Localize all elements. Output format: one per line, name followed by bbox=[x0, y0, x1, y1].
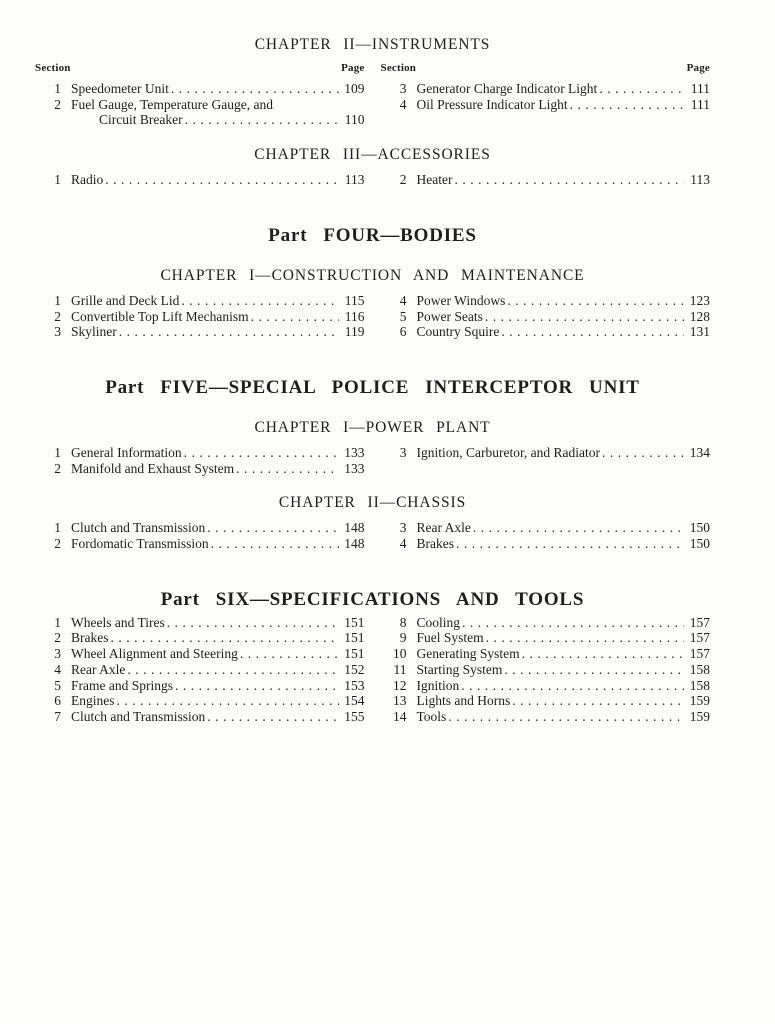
part-heading: Part FIVE—SPECIAL POLICE INTERCEPTOR UNIT bbox=[105, 376, 640, 398]
dot-leader bbox=[485, 309, 684, 325]
dot-leader bbox=[448, 709, 684, 725]
toc-entry bbox=[381, 678, 711, 694]
section-number: 3 bbox=[399, 81, 407, 96]
entry-title: Fuel Gauge, Temperature Gauge, and bbox=[71, 96, 273, 112]
dot-leader bbox=[185, 112, 339, 128]
section-number: 2 bbox=[54, 96, 61, 112]
section-number: 1 bbox=[54, 172, 61, 188]
chapter-heading: CHAPTER II—CHASSIS bbox=[278, 494, 467, 512]
section-number: 8 bbox=[399, 614, 407, 630]
toc-entry bbox=[381, 630, 711, 646]
dot-leader bbox=[251, 309, 339, 325]
section-number: 9 bbox=[399, 630, 407, 646]
column-headers bbox=[35, 62, 710, 74]
page-number: 151 bbox=[344, 614, 365, 630]
toc-entry bbox=[35, 630, 365, 646]
entry-title: Rear Axle bbox=[71, 661, 126, 677]
toc-entry-line bbox=[35, 309, 365, 325]
toc-entry-line bbox=[381, 693, 711, 709]
page-number: 111 bbox=[690, 81, 710, 96]
entry-title: Radio bbox=[71, 172, 104, 188]
page-number: 110 bbox=[344, 112, 365, 128]
entry-title: Skyliner bbox=[71, 324, 117, 340]
page-number: 133 bbox=[344, 460, 365, 476]
page-number: 153 bbox=[344, 677, 365, 693]
page-number: 131 bbox=[689, 324, 710, 340]
entry-title: Generator Charge Indicator Light bbox=[416, 81, 598, 96]
dot-leader bbox=[117, 693, 339, 709]
chapter-heading: CHAPTER I—CONSTRUCTION AND MAINTENANCE bbox=[160, 266, 585, 284]
section-number: 3 bbox=[54, 646, 61, 662]
dot-leader bbox=[207, 520, 338, 536]
toc-column-right bbox=[381, 520, 711, 551]
section-number: 1 bbox=[54, 444, 61, 460]
entry-title: Clutch and Transmission bbox=[71, 708, 206, 724]
section-number: 3 bbox=[399, 520, 407, 536]
dot-leader bbox=[602, 445, 684, 461]
section-number: 14 bbox=[393, 708, 407, 724]
dot-leader bbox=[111, 630, 339, 646]
page-number: 158 bbox=[689, 661, 710, 677]
part-heading: Part SIX—SPECIFICATIONS AND TOOLS bbox=[160, 588, 585, 610]
toc-entry-line bbox=[35, 662, 365, 678]
entry-title: Lights and Horns bbox=[416, 693, 511, 709]
dot-leader bbox=[181, 293, 338, 309]
dot-leader bbox=[236, 461, 338, 477]
toc-entry-line bbox=[35, 709, 365, 725]
entry-title: Fordomatic Transmission bbox=[71, 536, 209, 552]
dot-leader bbox=[456, 536, 684, 552]
chapter-heading: CHAPTER III—ACCESSORIES bbox=[254, 146, 491, 164]
toc-column-left bbox=[35, 293, 365, 340]
entry-title: Ignition, Carburetor, and Radiator bbox=[416, 444, 601, 460]
toc-column-right bbox=[381, 445, 711, 476]
entry-title: Clutch and Transmission bbox=[71, 520, 206, 536]
page-number: 150 bbox=[689, 520, 710, 536]
toc-entry-line bbox=[35, 630, 365, 646]
dot-leader bbox=[461, 678, 684, 694]
page-number: 111 bbox=[690, 96, 710, 112]
page-number: 123 bbox=[689, 292, 710, 308]
dot-leader bbox=[599, 81, 684, 97]
toc-entry bbox=[381, 309, 711, 325]
section-number: 2 bbox=[399, 172, 407, 188]
toc-columns bbox=[35, 445, 710, 476]
toc-entry bbox=[35, 461, 365, 477]
toc-column-right bbox=[381, 81, 711, 128]
section-number: 7 bbox=[54, 708, 61, 724]
page-number: 159 bbox=[689, 693, 710, 709]
toc-entry-line bbox=[35, 536, 365, 552]
toc-entry bbox=[35, 172, 365, 188]
page-number: 113 bbox=[690, 172, 710, 188]
toc-entry bbox=[381, 97, 711, 113]
page-column-label: Page bbox=[686, 62, 710, 74]
toc-entry bbox=[381, 81, 711, 97]
toc-entry-line bbox=[35, 461, 365, 477]
section-number: 1 bbox=[54, 614, 61, 630]
entry-title: Cooling bbox=[416, 614, 461, 630]
entry-title: Convertible Top Lift Mechanism bbox=[71, 308, 249, 324]
toc-entry-line bbox=[381, 709, 711, 725]
page-number: 151 bbox=[344, 646, 365, 662]
dot-leader bbox=[171, 81, 339, 97]
toc-entry-line bbox=[381, 309, 711, 325]
page-number: 157 bbox=[689, 646, 710, 662]
toc-entry-line bbox=[381, 520, 711, 536]
dot-leader bbox=[240, 646, 339, 662]
toc-entry bbox=[381, 324, 711, 340]
toc-entry-line bbox=[35, 520, 365, 536]
dot-leader bbox=[512, 693, 684, 709]
entry-title: Speedometer Unit bbox=[71, 81, 169, 96]
entry-title: Heater bbox=[416, 172, 453, 188]
toc-entry bbox=[35, 97, 365, 128]
toc-entry-line bbox=[381, 172, 711, 188]
dot-leader bbox=[486, 630, 684, 646]
page-number: 133 bbox=[344, 444, 365, 460]
toc-entry-line bbox=[381, 81, 711, 97]
dot-leader bbox=[507, 293, 684, 309]
page-number: 151 bbox=[344, 630, 365, 646]
section-number: 2 bbox=[54, 460, 61, 476]
toc-entry-line bbox=[381, 662, 711, 678]
entry-title: Frame and Springs bbox=[71, 677, 173, 693]
entry-title: Fuel System bbox=[416, 630, 484, 646]
toc-entry bbox=[35, 536, 365, 552]
page-number: 157 bbox=[689, 630, 710, 646]
section-number: 4 bbox=[54, 661, 61, 677]
toc-columns bbox=[35, 172, 710, 188]
entry-title: Generating System bbox=[416, 646, 520, 662]
dot-leader bbox=[522, 646, 684, 662]
page-number: 128 bbox=[689, 308, 710, 324]
column-header-right bbox=[381, 62, 711, 74]
toc-entry-line bbox=[35, 293, 365, 309]
entry-title: Power Windows bbox=[416, 292, 506, 308]
toc-entry bbox=[35, 445, 365, 461]
dot-leader bbox=[167, 615, 339, 631]
chapter-heading: CHAPTER II—INSTRUMENTS bbox=[254, 36, 491, 53]
toc-entry bbox=[381, 536, 711, 552]
section-number: 1 bbox=[54, 520, 61, 536]
section-number: 4 bbox=[399, 96, 407, 112]
toc-entry bbox=[381, 662, 711, 678]
page-number: 157 bbox=[689, 614, 710, 630]
toc-entry-line bbox=[381, 678, 711, 694]
entry-title: Grille and Deck Lid bbox=[71, 292, 180, 308]
dot-leader bbox=[207, 709, 338, 725]
toc-entry-line bbox=[35, 445, 365, 461]
toc-entry bbox=[35, 293, 365, 309]
section-number: 5 bbox=[54, 677, 61, 693]
toc-entry-line bbox=[35, 615, 365, 631]
page-number: 115 bbox=[344, 292, 365, 308]
section-number: 11 bbox=[393, 661, 407, 677]
entry-title: Country Squire bbox=[416, 324, 500, 340]
page-number: 119 bbox=[344, 324, 365, 340]
toc-entry bbox=[35, 309, 365, 325]
section-number: 1 bbox=[54, 292, 61, 308]
entry-title: Ignition bbox=[416, 677, 460, 693]
toc-entry bbox=[35, 324, 365, 340]
toc-content bbox=[35, 36, 710, 725]
toc-column-right bbox=[381, 172, 711, 188]
toc-entry bbox=[381, 172, 711, 188]
section-number: 4 bbox=[399, 536, 407, 552]
dot-leader bbox=[175, 678, 339, 694]
toc-entry bbox=[381, 293, 711, 309]
page-number: 150 bbox=[689, 536, 710, 552]
section-number: 1 bbox=[54, 81, 61, 96]
toc-columns bbox=[35, 520, 710, 551]
part-heading: Part FOUR—BODIES bbox=[268, 224, 477, 246]
toc-entry bbox=[381, 615, 711, 631]
page-number: 158 bbox=[689, 677, 710, 693]
toc-entry-line bbox=[35, 693, 365, 709]
toc-column-right bbox=[381, 293, 711, 340]
dot-leader bbox=[454, 172, 684, 188]
section-number: 3 bbox=[54, 324, 61, 340]
page-number: 159 bbox=[689, 708, 710, 724]
section-number: 12 bbox=[393, 677, 407, 693]
column-header-left bbox=[35, 62, 365, 74]
toc-entry-line bbox=[381, 646, 711, 662]
dot-leader bbox=[501, 324, 684, 340]
toc-entry bbox=[35, 615, 365, 631]
dot-leader bbox=[473, 520, 684, 536]
page-number: 148 bbox=[344, 520, 365, 536]
chapter-heading: CHAPTER I—POWER PLANT bbox=[254, 418, 491, 436]
page-column-label: Page bbox=[341, 62, 365, 74]
entry-title: Wheels and Tires bbox=[71, 614, 165, 630]
section-number: 10 bbox=[393, 646, 407, 662]
toc-entry bbox=[381, 709, 711, 725]
entry-title: Tools bbox=[416, 708, 447, 724]
dot-leader bbox=[127, 662, 338, 678]
entry-title: Starting System bbox=[416, 661, 503, 677]
toc-column-left bbox=[35, 445, 365, 476]
entry-title: Circuit Breaker bbox=[99, 112, 183, 128]
toc-entry bbox=[381, 646, 711, 662]
page-number: 154 bbox=[344, 693, 365, 709]
section-number: 13 bbox=[393, 693, 407, 709]
toc-entry-line bbox=[35, 678, 365, 694]
section-number: 6 bbox=[54, 693, 61, 709]
entry-title: Manifold and Exhaust System bbox=[71, 460, 235, 476]
toc-columns bbox=[35, 81, 710, 128]
toc-entry-line bbox=[381, 324, 711, 340]
entry-title: General Information bbox=[71, 444, 182, 460]
section-number: 2 bbox=[54, 630, 61, 646]
section-number: 4 bbox=[399, 292, 407, 308]
entry-title: Brakes bbox=[416, 536, 454, 552]
entry-title: Oil Pressure Indicator Light bbox=[416, 96, 568, 112]
toc-column-left bbox=[35, 172, 365, 188]
toc-entry-line bbox=[35, 646, 365, 662]
toc-entry-line bbox=[35, 172, 365, 188]
toc-entry-line bbox=[381, 615, 711, 631]
toc-entry bbox=[381, 520, 711, 536]
toc-entry-line bbox=[35, 112, 365, 128]
section-column-label: Section bbox=[380, 62, 417, 74]
toc-entry-line bbox=[381, 293, 711, 309]
page-number: 109 bbox=[344, 81, 365, 96]
toc-entry-line bbox=[381, 630, 711, 646]
toc-entry bbox=[35, 81, 365, 97]
entry-title: Power Seats bbox=[416, 308, 483, 324]
toc-entry bbox=[381, 445, 711, 461]
page-number: 134 bbox=[689, 444, 710, 460]
dot-leader bbox=[105, 172, 338, 188]
toc-column-left bbox=[35, 615, 365, 725]
toc-entry bbox=[35, 709, 365, 725]
page-number: 152 bbox=[344, 661, 365, 677]
section-number: 3 bbox=[399, 444, 407, 460]
section-number: 2 bbox=[54, 308, 61, 324]
entry-title: Brakes bbox=[71, 630, 109, 646]
dot-leader bbox=[504, 662, 684, 678]
toc-entry bbox=[35, 646, 365, 662]
toc-entry-line bbox=[35, 81, 365, 97]
toc-entry-line bbox=[35, 324, 365, 340]
dot-leader bbox=[462, 615, 684, 631]
toc-columns bbox=[35, 615, 710, 725]
toc-entry bbox=[381, 693, 711, 709]
dot-leader bbox=[184, 445, 339, 461]
toc-entry-line bbox=[381, 536, 711, 552]
dot-leader bbox=[119, 324, 339, 340]
entry-title: Wheel Alignment and Steering bbox=[71, 646, 238, 662]
entry-title: Rear Axle bbox=[416, 520, 471, 536]
entry-title: Engines bbox=[71, 693, 115, 709]
toc-columns bbox=[35, 293, 710, 340]
section-number: 2 bbox=[54, 536, 61, 552]
toc-entry bbox=[35, 678, 365, 694]
dot-leader bbox=[570, 97, 684, 113]
toc-entry-line bbox=[381, 445, 711, 461]
dot-leader bbox=[211, 536, 339, 552]
toc-entry bbox=[35, 693, 365, 709]
page-number: 116 bbox=[344, 308, 365, 324]
page-number: 148 bbox=[344, 536, 365, 552]
page-number: 155 bbox=[344, 708, 365, 724]
section-number: 5 bbox=[399, 308, 407, 324]
toc-column-left bbox=[35, 520, 365, 551]
toc-column-right bbox=[381, 615, 711, 725]
toc-entry-line bbox=[381, 97, 711, 113]
toc-column-left bbox=[35, 81, 365, 128]
toc-entry-line bbox=[35, 97, 365, 113]
section-number: 6 bbox=[399, 324, 407, 340]
toc-entry bbox=[35, 662, 365, 678]
page-number: 113 bbox=[344, 172, 365, 188]
section-column-label: Section bbox=[35, 62, 71, 74]
toc-entry bbox=[35, 520, 365, 536]
